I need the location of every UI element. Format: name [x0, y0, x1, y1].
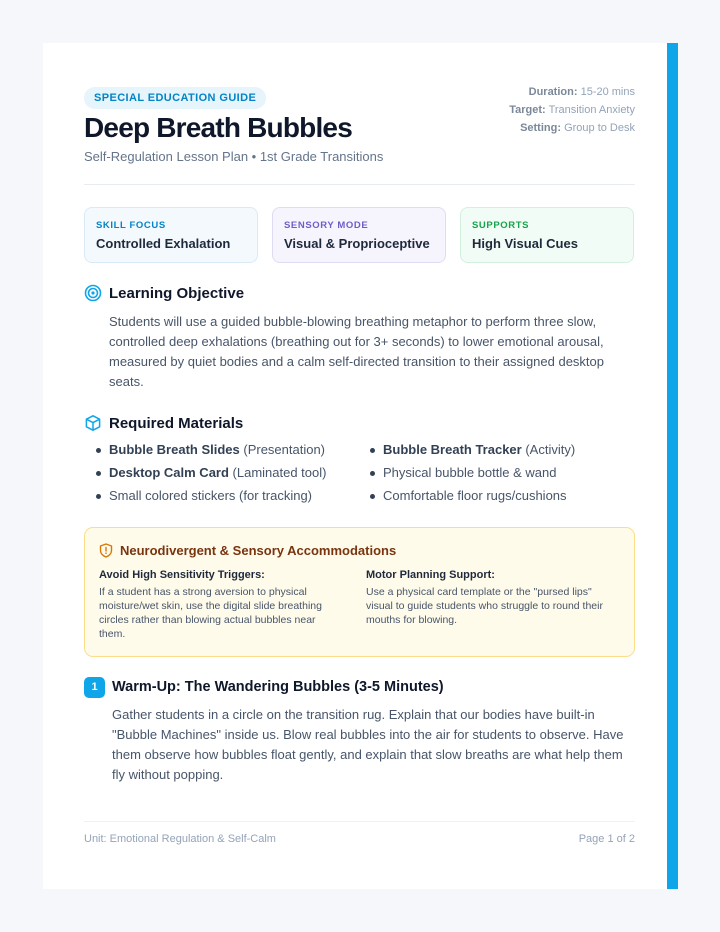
footer-divider [84, 821, 635, 822]
step-text: Gather students in a circle on the transition rug. Explain that our bodies have built-in "Bubble Machines" inside us. Blow real bubbles into the air for students to observe. Have them observe how bubbles float gently, and explain that slow breaths are what help them fly without popping. [112, 707, 624, 782]
footer-unit: Unit: Emotional Regulation & Self-Calm [84, 833, 276, 845]
box-icon [84, 414, 102, 432]
list-item: Bubble Breath Slides (Presentation) [93, 441, 326, 464]
card-label: SENSORY MODE [284, 220, 369, 231]
accent-bar [667, 43, 678, 889]
accommodation-sensitivity [99, 569, 344, 641]
objective-text: Students will use a guided bubble-blowing breathing metaphor to perform three slow, controlled deep exhalations (breathing out for 3+ seconds) to lower emotional arousal, measured by quiet bodies and a calm self-directed transition to their assigned desktop seats. [109, 314, 605, 389]
materials-list-left [93, 441, 326, 510]
meta-target: Target: Transition Anxiety [509, 104, 635, 116]
step-number-badge: 1 [84, 677, 105, 698]
page-subtitle: Self-Regulation Lesson Plan • 1st Grade Transitions [84, 149, 384, 164]
accommodation-text: If a student has a strong aversion to physical moisture/wet skin, use the digital slide breathing circles rather than blowing actual bubbles near them. [99, 586, 322, 640]
card-value: High Visual Cues [472, 236, 578, 251]
step-title: Warm-Up: The Wandering Bubbles (3-5 Minutes) [112, 679, 444, 695]
accommodation-heading: Motor Planning Support: [366, 569, 495, 581]
page-title: Deep Breath Bubbles [84, 112, 352, 143]
accommodation-heading: Avoid High Sensitivity Triggers: [99, 569, 265, 581]
header-divider [84, 184, 635, 185]
list-item: Physical bubble bottle & wand [367, 464, 575, 487]
meta-duration: Duration: 15-20 mins [528, 86, 635, 98]
card-value: Visual & Proprioceptive [284, 236, 430, 251]
shield-icon [99, 543, 113, 558]
objective-heading: Learning Objective [84, 284, 244, 302]
accommodation-motor [366, 569, 611, 627]
accommodations-heading: Neurodivergent & Sensory Accommodations [99, 543, 396, 558]
accommodation-text: Use a physical card template or the "pursed lips" visual to guide students who struggle to round their mouths for blowing. [366, 586, 603, 626]
skill-focus-card [84, 207, 258, 263]
list-item: Comfortable floor rugs/cushions [367, 487, 575, 510]
page-number: Page 1 of 2 [578, 833, 635, 845]
meta-setting: Setting: Group to Desk [520, 122, 635, 134]
list-item: Bubble Breath Tracker (Activity) [367, 441, 575, 464]
materials-list-right [367, 441, 575, 510]
document-page [43, 43, 678, 889]
supports-card [460, 207, 634, 263]
list-item: Small colored stickers (for tracking) [93, 487, 326, 510]
list-item: Desktop Calm Card (Laminated tool) [93, 464, 326, 487]
card-label: SUPPORTS [472, 220, 530, 231]
card-label: SKILL FOCUS [96, 220, 166, 231]
lesson-meta [509, 83, 635, 137]
card-value: Controlled Exhalation [96, 236, 231, 251]
materials-heading: Required Materials [84, 414, 243, 432]
target-icon [84, 284, 102, 302]
sensory-mode-card [272, 207, 446, 263]
guide-badge: SPECIAL EDUCATION GUIDE [84, 87, 266, 109]
accommodations-box [84, 527, 635, 657]
